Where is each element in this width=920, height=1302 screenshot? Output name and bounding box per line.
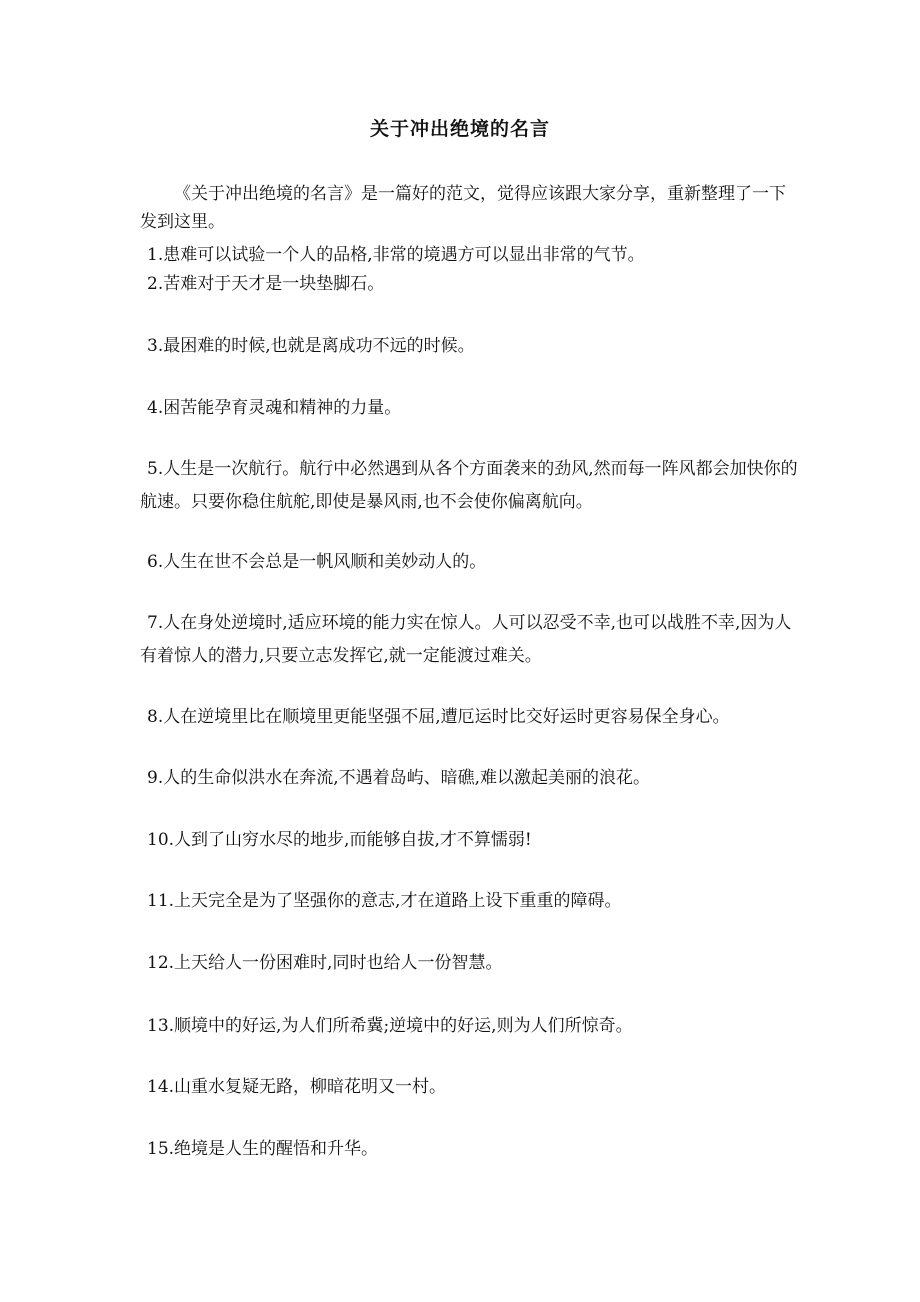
document-title: 关于冲出绝境的名言 [369,118,550,140]
quote-item: 4.困苦能孕育灵魂和精神的力量。 [147,398,402,418]
quote-item: 9.人的生命似洪水在奔流,不遇着岛屿、暗礁,难以激起美丽的浪花。 [147,768,651,788]
quote-item: 12.上天给人一份困难时,同时也给人一份智慧。 [147,953,503,973]
quote-item: 11.上天完全是为了坚强你的意志,才在道路上设下重重的障碍。 [147,891,622,911]
quote-item: 2.苦难对于天才是一块垫脚石。 [147,274,385,294]
quote-item: 7.人在身处逆境时,适应环境的能力实在惊人。人可以忍受不幸,也可以战胜不幸,因为人有着惊人的潜力,只要立志发挥它,就一定能渡过难关。 [140,613,792,666]
intro-paragraph: 《关于冲出绝境的名言》是一篇好的范文，觉得应该跟大家分享，重新整理了一下发到这里。 [140,184,786,232]
quote-item: 5.人生是一次航行。航行中必然遇到从各个方面袭来的劲风,然而每一阵风都会加快你的航速。只要你稳住航舵,即使是暴风雨,也不会使你偏离航向。 [140,459,798,512]
quote-item: 13.顺境中的好运,为人们所希冀;逆境中的好运,则为人们所惊奇。 [147,1016,633,1036]
quote-item: 6.人生在世不会总是一帆风顺和美妙动人的。 [147,552,487,572]
quote-item: 1.患难可以试验一个人的品格,非常的境遇方可以显出非常的气节。 [147,245,645,265]
quote-item: 8.人在逆境里比在顺境里更能坚强不屈,遭厄运时比交好运时更容易保全身心。 [147,707,730,727]
quote-item: 3.最困难的时候,也就是离成功不远的时候。 [147,336,475,356]
quote-item: 10.人到了山穷水尽的地步,而能够自拔,才不算懦弱! [147,830,532,850]
quote-item: 15.绝境是人生的醒悟和升华。 [147,1139,379,1159]
quote-item: 14.山重水复疑无路，柳暗花明又一村。 [147,1077,447,1097]
